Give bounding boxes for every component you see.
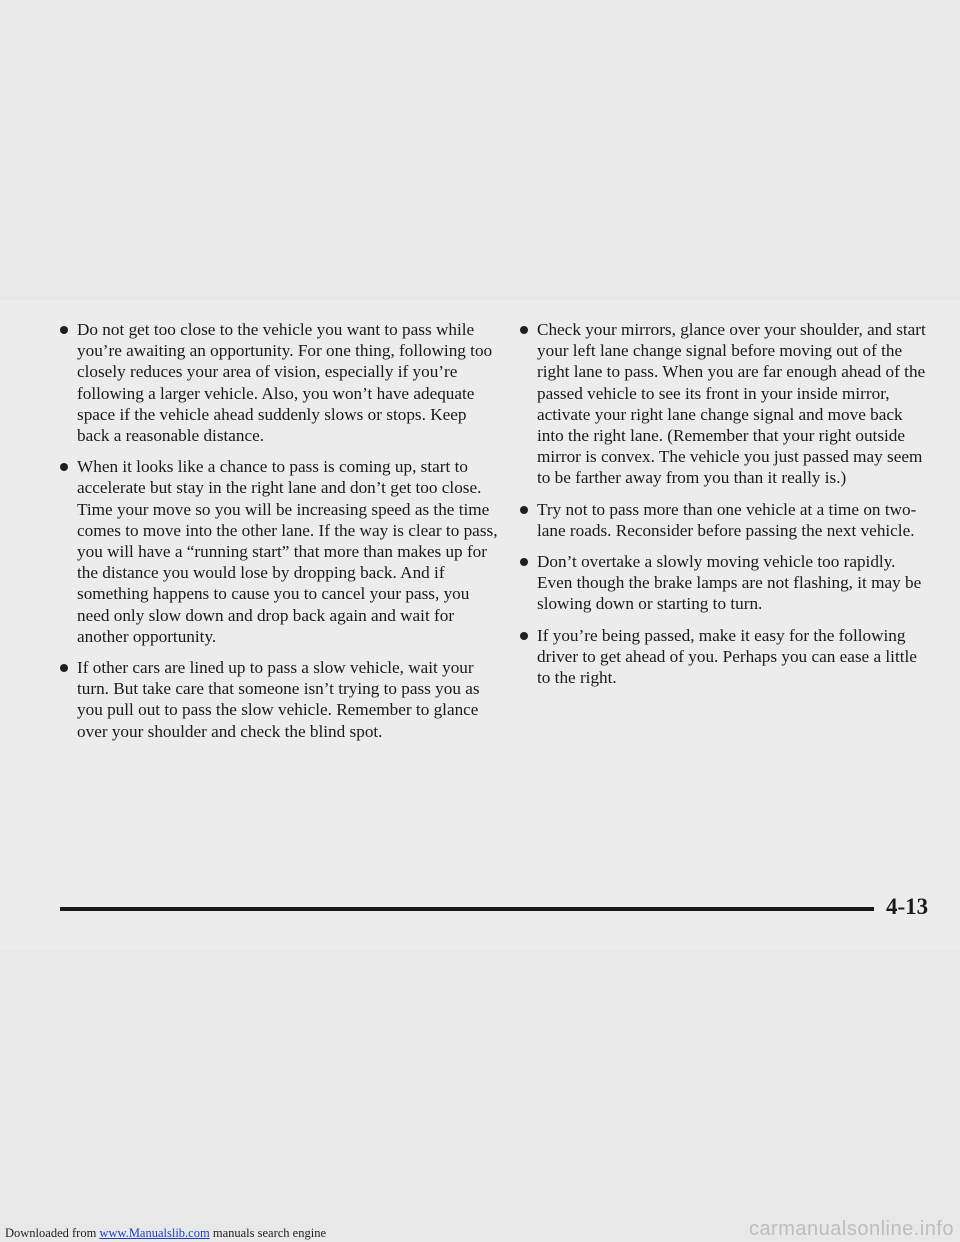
bullet-text: Try not to pass more than one vehicle at a time on two-lane roads. Reconsider before passing the next vehicle. (537, 499, 917, 540)
bullet-icon (60, 664, 68, 672)
page-bottom-margin (0, 950, 960, 1242)
footer-rule (60, 907, 874, 911)
bullet-item (520, 319, 930, 489)
bullet-icon (520, 632, 528, 640)
watermark: carmanualsonline.info (748, 1218, 954, 1240)
bullet-icon (520, 558, 528, 566)
bullet-text: If other cars are lined up to pass a slow vehicle, wait your turn. But take care that someone isn’t trying to pass you as you pull out to pass the slow vehicle. Remember to glance over your shoulder and check the blind spot. (77, 658, 480, 741)
bullet-text: If you’re being passed, make it easy for the following driver to get ahead of you. Perhaps you can ease a little to the right. (537, 625, 917, 688)
bullet-text: Check your mirrors, glance over your shoulder, and start your left lane change signal before moving out of the right lane to pass. When you are far enough ahead of the passed vehicle to see its front in your inside mirror, activate your right lane change signal and move back into the right lane. (Remember that your right outside mirror is convex. The vehicle you just passed may seem to be farther away from you than it really is.) (537, 320, 926, 488)
bullet-text: Do not get too close to the vehicle you want to pass while you’re awaiting an opportunity. For one thing, following too closely reduces your area of vision, especially if you’re following a larger vehicle. Also, you won’t have adequate space if the vehicle ahead suddenly slows or stops. Keep back a reasonable distance. (77, 320, 493, 446)
bullet-item (60, 456, 500, 647)
page-number: 4-13 (886, 894, 929, 919)
bullet-icon (520, 326, 528, 334)
page-top-margin (0, 0, 960, 300)
bullet-item (520, 625, 930, 689)
bullet-icon (60, 326, 68, 334)
right-column (520, 319, 930, 698)
bullet-text: Don’t overtake a slowly moving vehicle too rapidly. Even though the brake lamps are not flashing, it may be slowing down or starting to turn. (537, 552, 922, 614)
download-banner (5, 1226, 326, 1241)
manualslib-link[interactable]: www.Manualslib.com (99, 1226, 210, 1240)
bullet-item (520, 551, 930, 615)
bullet-icon (520, 506, 528, 514)
bullet-icon (60, 463, 68, 471)
banner-prefix: Downloaded from (5, 1226, 100, 1240)
banner-suffix: manuals search engine (209, 1226, 326, 1240)
bullet-text: When it looks like a chance to pass is coming up, start to accelerate but stay in the right lane and don’t get too close. Time your move so you will be increasing speed as the time comes to move into the other lane. If the way is clear to pass, you will have a “running start” that more than makes up for the distance you would lose by dropping back. And if something happens to cause you to cancel your pass, you need only slow down and drop back again and wait for another opportunity. (77, 457, 498, 646)
left-column (60, 319, 500, 752)
bullet-item (60, 319, 500, 446)
bullet-item (520, 499, 930, 541)
bullet-item (60, 657, 500, 742)
